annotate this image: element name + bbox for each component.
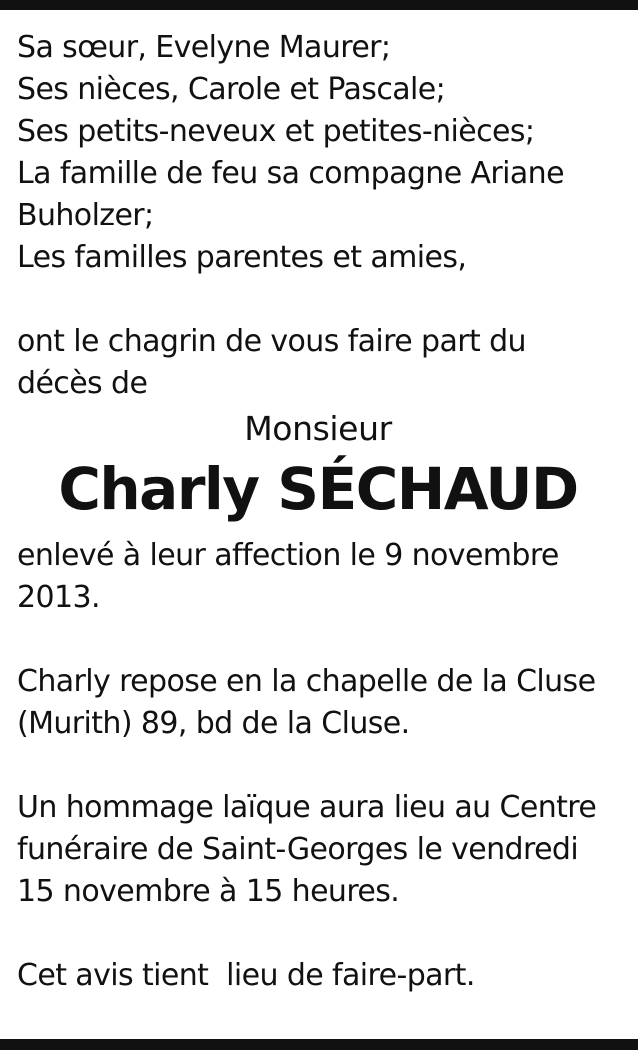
ceremony-paragraph (17, 787, 619, 913)
repose-line: Charly repose en la chapelle de la Cluse (17, 664, 596, 699)
family-line: Les familles parentes et amies, (17, 240, 467, 275)
family-line: Sa sœur, Evelyne Maurer; (17, 30, 391, 65)
passing-paragraph (17, 535, 619, 619)
announcement-text (17, 321, 619, 405)
top-border-rule (0, 0, 638, 10)
passing-line: enlevé à leur affection le 9 novembre (17, 538, 559, 573)
repose-line: (Murith) 89, bd de la Cluse. (17, 706, 410, 741)
notice-line: Cet avis tient lieu de faire-part. (17, 958, 475, 993)
spacer (17, 745, 619, 787)
announcement-line: décès de (17, 366, 148, 401)
passing-line: 2013. (17, 580, 100, 615)
family-line: La famille de feu sa compagne Ariane (17, 156, 564, 191)
spacer (17, 619, 619, 661)
spacer (17, 913, 619, 955)
repose-paragraph (17, 661, 619, 745)
deceased-name: Charly SÉCHAUD (58, 455, 578, 523)
obituary-notice (17, 27, 619, 997)
family-line: Buholzer; (17, 198, 154, 233)
ceremony-line: 15 novembre à 15 heures. (17, 874, 400, 909)
bottom-border-rule (0, 1039, 638, 1050)
deceased-title: Monsieur (244, 409, 392, 448)
family-list (17, 27, 619, 279)
family-line: Ses petits-neveux et petites-nièces; (17, 114, 535, 149)
announcement-line: ont le chagrin de vous faire part du (17, 324, 526, 359)
ceremony-line: funéraire de Saint-Georges le vendredi (17, 832, 579, 867)
ceremony-line: Un hommage laïque aura lieu au Centre (17, 790, 597, 825)
spacer (17, 279, 619, 321)
notice-paragraph (17, 955, 619, 997)
family-line: Ses nièces, Carole et Pascale; (17, 72, 446, 107)
